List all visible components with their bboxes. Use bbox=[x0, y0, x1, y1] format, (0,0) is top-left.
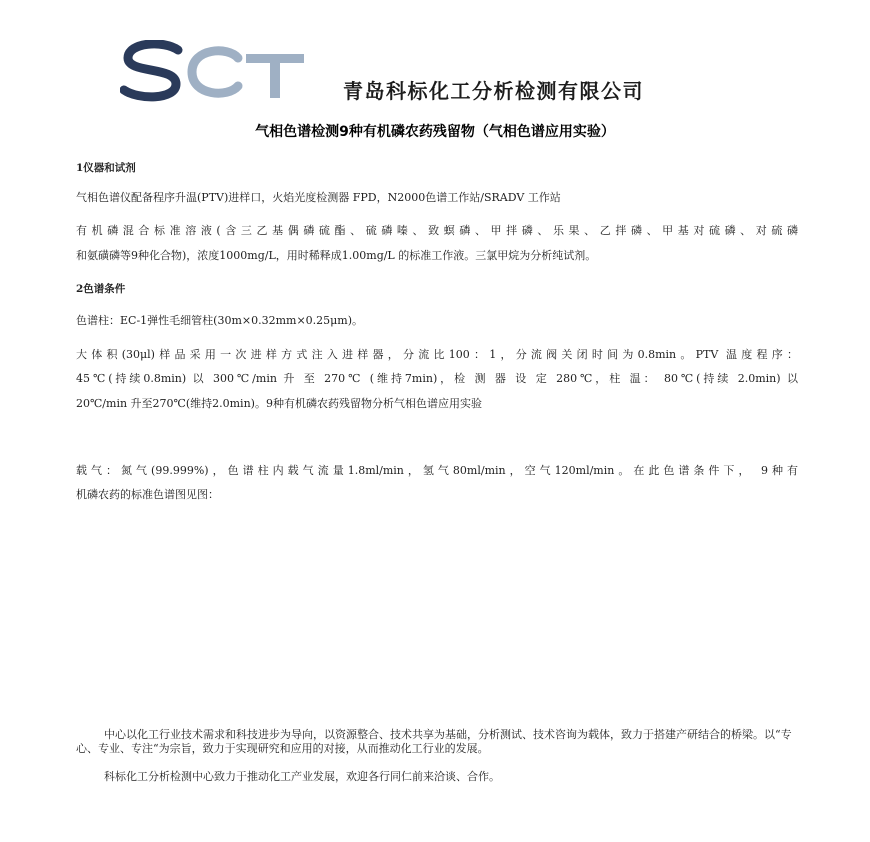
footer-intro: 中心以化工行业技术需求和科技进步为导向，以资源整合、技术共享为基础，分析测试、技术咨询为载体，致力于搭建产研结合的桥梁。以“专心、专业、专注“为宗旨，致力于实现研究和应用的对接，从而推动化工行业的发展。 bbox=[76, 728, 792, 755]
paragraph-carrier-line2: 机磷农药的标准色谱图见图： bbox=[76, 488, 219, 501]
section-heading-conditions: 2色谱条件 bbox=[76, 283, 126, 295]
paragraph-instrument: 气相色谱仪配备程序升温(PTV)进样口，火焰光度检测器 FPD，N2000色谱工作站/SRADV 工作站 bbox=[76, 191, 561, 204]
paragraph-carrier-line1: 载气：氮气(99.999%)，色谱柱内载气流量1.8ml/min，氢气80ml/min，空气120ml/min。在此色谱条件下， 9种有 bbox=[76, 464, 798, 477]
paragraph-column: 色谱柱：EC-1弹性毛细管柱(30m×0.32mm×0.25μm)。 bbox=[76, 314, 364, 327]
paragraph-standard-line1: 有机磷混合标准溶液(含三乙基偶磷硫酯、硫磷嗪、致螟磷、甲拌磷、乐果、乙拌磷、甲基对硫磷、对硫磷 bbox=[76, 224, 798, 237]
sct-logo bbox=[120, 40, 320, 102]
logo-t-stem bbox=[270, 54, 280, 98]
section-heading-instruments: 1仪器和试剂 bbox=[76, 162, 136, 174]
footer-invitation: 科标化工分析检测中心致力于推动化工产业发展，欢迎各行同仁前来洽谈、合作。 bbox=[104, 770, 500, 783]
page-title: 气相色谱检测9种有机磷农药残留物（气相色谱应用实验） bbox=[255, 124, 615, 140]
paragraph-standard-line2: 和氨磺磷等9种化合物)，浓度1000mg/L，用时稀释成1.00mg/L 的标准工作液。三氯甲烷为分析纯试剂。 bbox=[76, 249, 597, 262]
paragraph-injection-line3: 20℃/min 升至270℃(维持2.0min)。9种有机磷农药残留物分析气相色谱应用实验 bbox=[76, 397, 482, 410]
paragraph-injection-line1: 大体积(30μl)样品采用一次进样方式注入进样器，分流比100：1，分流阀关闭时间为0.8min。PTV 温度程序： bbox=[76, 348, 798, 361]
logo-s-mark bbox=[124, 44, 178, 97]
logo-c-mark bbox=[192, 51, 238, 93]
company-name: 青岛科标化工分析检测有限公司 bbox=[343, 79, 644, 103]
paragraph-injection-line2: 45℃(持续0.8min) 以 300℃/min 升 至 270℃ (维持7min)，检 测 器 设 定 280℃，柱 温： 80℃(持续 2.0min) 以 bbox=[76, 372, 798, 385]
